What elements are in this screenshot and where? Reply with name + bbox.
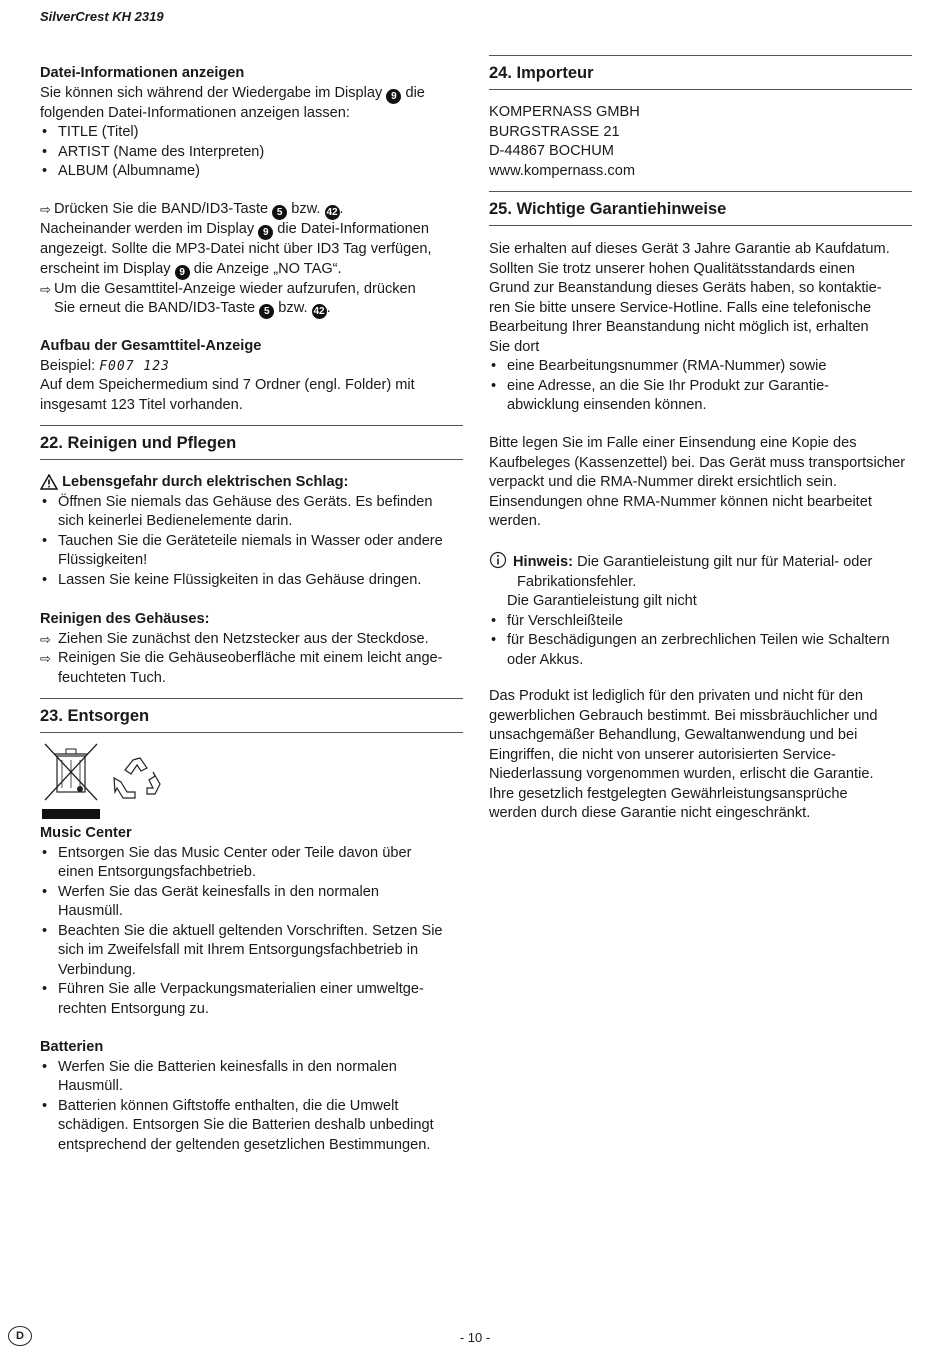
note-line: Fabrikationsfehler. — [517, 573, 637, 590]
warranty-list — [489, 357, 912, 416]
ref-9-icon: 9 — [386, 89, 401, 104]
warranty-para-3 — [489, 687, 912, 824]
warranty-line: Ihre gesetzlich festgelegten Gewährleistungsansprüche — [489, 785, 848, 802]
page-number: - 10 - — [459, 1330, 491, 1345]
address-line: KOMPERNASS GMBH — [489, 104, 640, 120]
list-item: • Öffnen Sie niemals das Gehäuse des Geräts. Es befinden sich keinerlei Bedienelemente darin. — [40, 493, 463, 532]
warranty-para-2 — [489, 434, 912, 532]
address-line: BURGSTRASSE 21 — [489, 123, 620, 140]
housing-heading: Reinigen des Gehäuses: — [40, 611, 210, 627]
section-23-title: 23. Entsorgen — [40, 698, 463, 733]
housing-step: ⇨ Reinigen Sie die Gehäuseoberfläche mit einem leicht ange- feuchteten Tuch. — [40, 649, 463, 688]
warranty-line: verpackt und die RMA-Nummer direkt ersichtlich sein. — [489, 474, 837, 490]
total-title-heading: Aufbau der Gesamttitel-Anzeige — [40, 338, 262, 354]
list-item: • ARTIST (Name des Interpreten) — [40, 143, 463, 163]
website-link[interactable]: www.kompernass.com — [489, 162, 635, 179]
warranty-line: werden. — [489, 513, 541, 529]
total-title-example: Beispiel: F007 123 — [40, 357, 170, 374]
warranty-line: ren Sie bitte unsere Service-Hotline. Falls eine telefonische — [489, 299, 872, 316]
warranty-line: Einsendungen ohne RMA-Nummer können nicht bearbeitet — [489, 493, 872, 510]
list-item: • Tauchen Sie die Geräteteile niemals in Wasser oder andere Flüssigkeiten! — [40, 532, 463, 571]
warranty-line: Bitte legen Sie im Falle einer Einsendung eine Kopie des — [489, 435, 857, 451]
disposal-symbols — [40, 742, 463, 822]
crossed-bin-icon — [42, 742, 102, 820]
warranty-line: Bearbeitung Ihrer Beanstandung nicht möglich ist, erhalten — [489, 319, 869, 335]
battery-block — [40, 1038, 463, 1155]
warranty-note — [489, 551, 912, 670]
section-25-title: 25. Wichtige Garantiehinweise — [489, 191, 912, 226]
lcd-example-value: F007 123 — [99, 358, 170, 374]
warning-icon — [40, 474, 58, 490]
list-item: • Beachten Sie die aktuell geltenden Vorschriften. Setzen Sie sich im Zweifelsfall mit Ihrem Entsorgungsfachbetrieb in Verbindung. — [40, 922, 463, 981]
list-item: • Werfen Sie das Gerät keinesfalls in den normalen Hausmüll. — [40, 883, 463, 922]
warranty-line: werden durch diese Garantie nicht eingeschränkt. — [489, 805, 811, 821]
music-heading: Music Center — [40, 825, 132, 841]
list-item: • Werfen Sie die Batterien keinesfalls in den normalen Hausmüll. — [40, 1058, 463, 1097]
step-description-3: erscheint im Display 9 die Anzeige „NO TAG“. — [40, 260, 342, 278]
document-header: SilverCrest KH 2319 — [40, 9, 164, 24]
list-item: • eine Bearbeitungsnummer (RMA-Nummer) sowie — [489, 357, 912, 377]
warranty-para-1 — [489, 240, 912, 416]
list-item: • Führen Sie alle Verpackungsmaterialien einer umweltge- rechten Entsorgung zu. — [40, 980, 463, 1019]
battery-list — [40, 1058, 463, 1156]
step-total-title-2: Sie erneut die BAND/ID3-Taste 5 bzw. 42 . — [54, 300, 331, 317]
note-line: Die Garantieleistung gilt nicht — [507, 593, 697, 609]
language-badge: D — [8, 1326, 32, 1346]
step-total-title: ⇨ Um die Gesamttitel-Anzeige wieder aufzurufen, drücken — [40, 280, 463, 300]
step-band-id3: ⇨ Drücken Sie die BAND/ID3-Taste 5 bzw. 42 . — [40, 200, 463, 220]
address-line: D-44867 BOCHUM — [489, 143, 614, 159]
warranty-line: Das Produkt ist lediglich für den privaten und nicht für den — [489, 688, 863, 704]
list-item: • Lassen Sie keine Flüssigkeiten in das Gehäuse dringen. — [40, 571, 463, 591]
step-description-2: angezeigt. Sollte die MP3-Datei nicht über ID3 Tag verfügen, — [40, 241, 432, 257]
ref-5-icon: 5 — [259, 304, 274, 319]
warranty-line: Niederlassung vorgenommen wurden, erlischt die Garantie. — [489, 766, 874, 782]
ref-5-icon: 5 — [272, 205, 287, 220]
total-title-line: insgesamt 123 Titel vorhanden. — [40, 396, 243, 413]
housing-block — [40, 610, 463, 688]
warranty-line: Sie dort — [489, 338, 540, 355]
ref-42-icon: 42 — [313, 306, 325, 317]
file-info-intro-2: folgenden Datei-Informationen anzeigen lassen: — [40, 104, 350, 121]
step-description: Nacheinander werden im Display 9 die Datei-Informationen — [40, 221, 429, 238]
warranty-line: Grund zur Beanstandung dieses Geräts haben, so kontaktie- — [489, 280, 882, 296]
section-22-body — [40, 473, 463, 590]
warranty-line: gewerblichen Gebrauch bestimmt. Bei missbräuchlicher und — [489, 707, 878, 724]
file-info-heading: Datei-Informationen anzeigen — [40, 65, 245, 81]
file-info-steps — [40, 200, 463, 319]
warranty-line: Sollten Sie trotz unserer hohen Qualitätsstandards einen — [489, 260, 855, 277]
file-info-block — [40, 64, 463, 182]
importer-address — [489, 103, 912, 181]
file-info-list — [40, 123, 463, 182]
recycle-icon — [113, 754, 167, 808]
file-info-intro: Sie können sich während der Wiedergabe im Display 9 die — [40, 84, 425, 102]
note-list — [489, 612, 912, 671]
warranty-line: Kaufbeleges (Kassenzettel) bei. Das Gerät muss transportsicher — [489, 454, 906, 471]
warranty-line: Eingriffen, die nicht von unserer autorisierten Service- — [489, 746, 836, 763]
warranty-line: unsachgemäßer Behandlung, Gewaltanwendung und bei — [489, 727, 858, 743]
battery-heading: Batterien — [40, 1039, 104, 1055]
housing-step: ⇨ Ziehen Sie zunächst den Netzstecker aus der Steckdose. — [40, 630, 463, 650]
warning-line: Lebensgefahr durch elektrischen Schlag: — [40, 473, 463, 493]
list-item: • Entsorgen Sie das Music Center oder Teile davon über einen Entsorgungsfachbetrieb. — [40, 844, 463, 883]
list-item: • eine Adresse, an die Sie Ihr Produkt zur Garantie- abwicklung einsenden können. — [489, 377, 912, 416]
list-item: • TITLE (Titel) — [40, 123, 463, 143]
music-center-block — [40, 824, 463, 1019]
ref-9-icon: 9 — [258, 225, 273, 240]
list-item: • für Beschädigungen an zerbrechlichen Teilen wie Schaltern oder Akkus. — [489, 631, 912, 670]
total-title-line: Auf dem Speichermedium sind 7 Ordner (engl. Folder) mit — [40, 377, 415, 393]
note-line: Hinweis: Die Garantieleistung gilt nur für Material- oder — [489, 551, 912, 573]
section-24-title: 24. Importeur — [489, 55, 912, 90]
music-list — [40, 844, 463, 1020]
list-item: • Batterien können Giftstoffe enthalten, die die Umwelt schädigen. Entsorgen Sie die Batterien deshalb unbedingt entsprechend der geltenden gesetzlichen Bestimmungen. — [40, 1097, 463, 1156]
total-title-block — [40, 337, 463, 415]
warning-list — [40, 493, 463, 591]
section-22-title: 22. Reinigen und Pflegen — [40, 425, 463, 460]
info-icon — [489, 551, 507, 569]
warranty-line: Sie erhalten auf dieses Gerät 3 Jahre Garantie ab Kaufdatum. — [489, 241, 890, 257]
ref-9-icon: 9 — [175, 265, 190, 280]
list-item: • ALBUM (Albumname) — [40, 162, 463, 182]
list-item: • für Verschleißteile — [489, 612, 912, 632]
ref-42-icon: 42 — [326, 207, 338, 218]
